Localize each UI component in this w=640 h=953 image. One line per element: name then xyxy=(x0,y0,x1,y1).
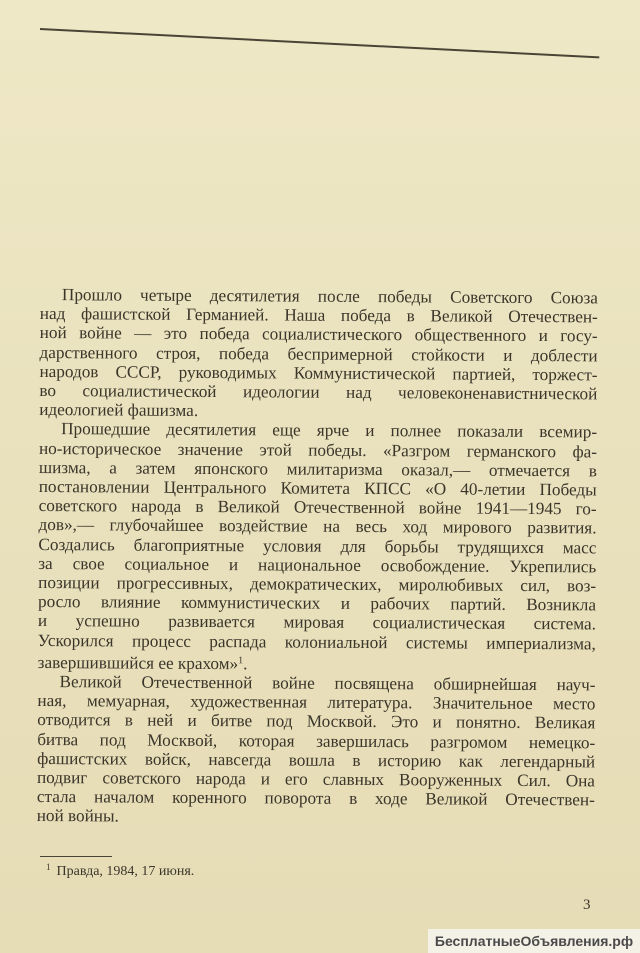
text-line: народов СССР, руководимых Коммунистической партией, торжест- xyxy=(39,361,598,385)
paragraph-3 xyxy=(37,672,596,829)
text-line: ной войне — это победа социалистического общественного и госу- xyxy=(39,323,598,346)
footnote-rule xyxy=(40,856,112,857)
watermark: БесплатныеОбъявления.рф xyxy=(428,929,640,953)
text-line: росло влияние коммунистических и рабочих партий. Возникла xyxy=(38,592,597,615)
text-line: Великой Отечественной войне посвящена обширнейшая науч- xyxy=(59,672,596,695)
text-line: стала началом коренного поворота в ходе Великой Отечествен- xyxy=(36,787,595,810)
footnote xyxy=(46,862,194,880)
text-line: позиции прогрессивных, демократических, миролюбивых сил, воз- xyxy=(38,573,597,596)
footnote-text: Правда, 1984, 17 июня. xyxy=(56,864,195,879)
text-line: дарственного строя, победа беспримерной стойкости и доблести xyxy=(39,342,598,366)
text-line-tail: . xyxy=(243,654,248,674)
text-line: во социалистической идеологии над человеконенавистнической xyxy=(39,381,598,404)
text-line: подвиг советского народа и его славных Вооруженных Сил. Она xyxy=(36,768,596,791)
text-line: и успешно развивается мировая социалистическая система. xyxy=(37,611,596,634)
text-line: над фашистской Германией. Наша победа в Великой Отечествен- xyxy=(39,304,598,327)
body-text xyxy=(37,285,598,829)
text-line: ной войны. xyxy=(36,806,119,826)
paragraph-2 xyxy=(38,419,598,675)
footnote-mark: 1 xyxy=(46,862,51,872)
text-line: шизма, а затем японского милитаризма оказал,— отмечается в xyxy=(38,457,597,481)
text-line: фашистских войск, навсегда вошла в историю как легендарный xyxy=(37,748,596,772)
text-line: Создались благоприятные условия для борьбы трудящихся масс xyxy=(38,534,597,558)
text-line: за свое социальное и национальное освобождение. Укрепились xyxy=(38,553,597,577)
text-line: битва под Москвой, которая завершилась разгромом немецко- xyxy=(37,729,596,753)
footnote-reference: 1 xyxy=(238,655,244,667)
text-line: Прошедшие десятилетия еще ярче и полнее показали всемир- xyxy=(61,419,598,442)
text-line: идеологией фашизма. xyxy=(39,400,199,421)
paragraph-1 xyxy=(39,285,598,423)
text-line: отводится в ней и битве под Москвой. Это и понятно. Великая xyxy=(37,710,596,733)
header-rule xyxy=(40,28,599,58)
page-number: 3 xyxy=(583,897,591,913)
text-line: дов»,— глубочайшее воздействие на весь ход мирового развития. xyxy=(38,515,597,538)
text-line: Ускорился процесс распада колониальной системы империализма, xyxy=(37,630,596,654)
text-line: постановлении Центрального Комитета КПСС «О 40-летии Победы xyxy=(38,477,597,500)
text-line: завершившийся ее крахом» xyxy=(37,652,239,674)
text-line: но-историческое значение этой победы. «Разгром германского фа- xyxy=(38,438,598,462)
text-line: советского народа в Великой Отечественной войне 1941—1945 го- xyxy=(38,496,597,519)
text-line: Прошло четыре десятилетия после победы Советского Союза xyxy=(61,285,598,308)
text-line: ная, мемуарная, художественная литература. Значительное место xyxy=(37,691,596,714)
